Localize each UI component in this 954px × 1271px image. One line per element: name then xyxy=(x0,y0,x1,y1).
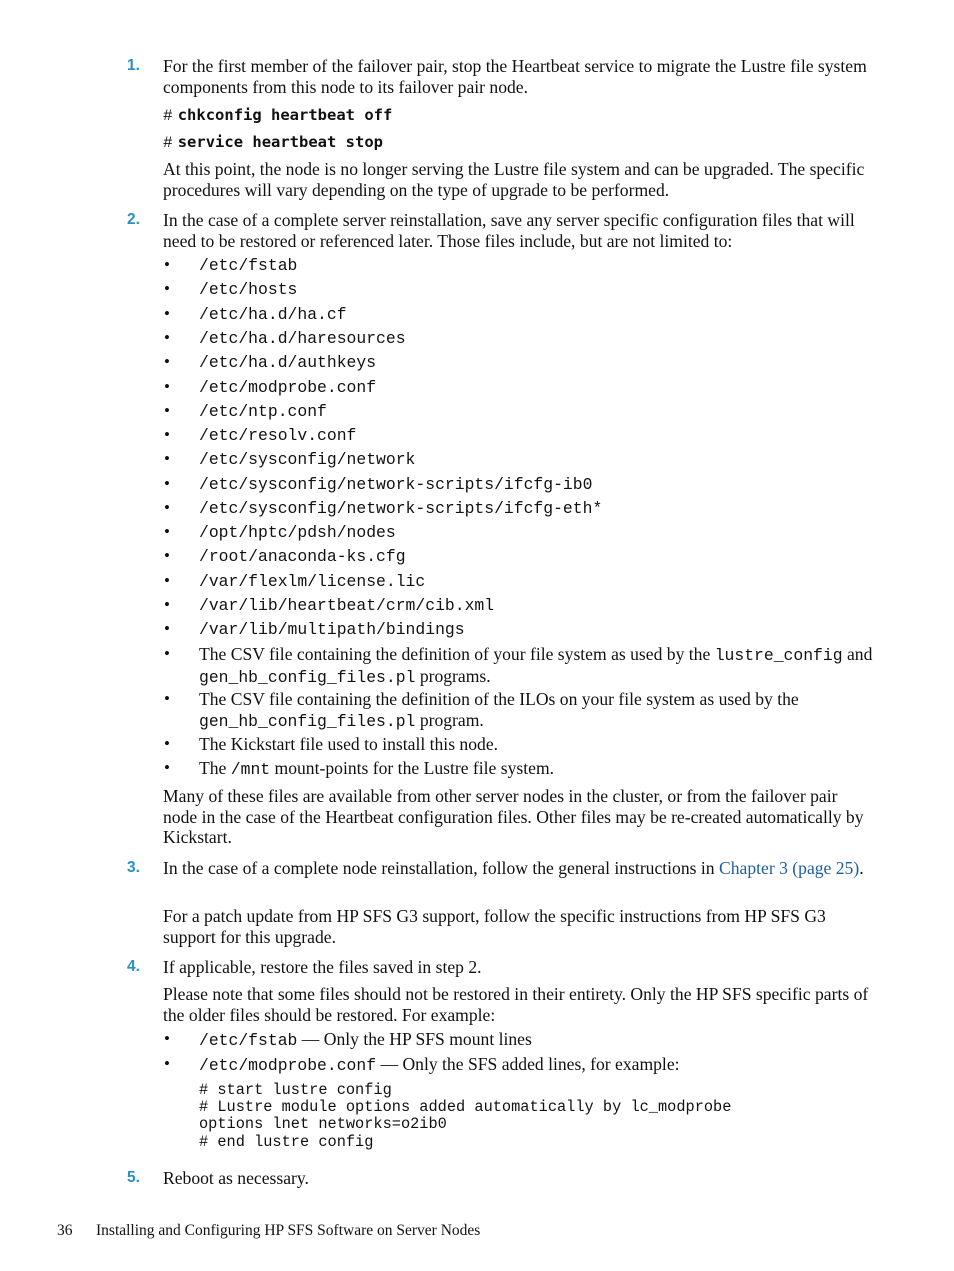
bullet-icon: • xyxy=(164,619,170,638)
bullet-icon: • xyxy=(164,304,170,323)
bullet-icon: • xyxy=(164,449,170,468)
text: The CSV file containing the definition of your file system as used by the xyxy=(199,644,711,664)
text: mount-points for the Lustre file system. xyxy=(274,758,555,778)
bullet-icon: • xyxy=(164,425,170,444)
chapter-3-link[interactable]: Chapter 3 (page 25) xyxy=(719,858,860,878)
step-4-after: Please note that some files should not be restored in their entirety. Only the HP SFS specific parts of the older files should be restored. For example: xyxy=(163,984,869,1025)
step-1-after: At this point, the node is no longer serving the Lustre file system and can be upgraded. The specific procedures will vary depending on the type of upgrade to be performed. xyxy=(163,159,865,200)
code-line: # end lustre config xyxy=(199,1133,374,1151)
text: programs. xyxy=(419,666,491,686)
list-item: /opt/hptc/pdsh/nodes xyxy=(199,523,396,542)
text: — Only the SFS added lines, for example: xyxy=(380,1054,680,1074)
list-item: /var/lib/multipath/bindings xyxy=(199,620,465,639)
list-item-mnt xyxy=(199,758,879,780)
list-item: /etc/fstab xyxy=(199,256,298,275)
bullet-icon: • xyxy=(164,401,170,420)
bullet-icon: • xyxy=(164,571,170,590)
bullet-icon: • xyxy=(164,255,170,274)
list-item: /etc/modprobe.conf xyxy=(199,378,377,397)
list-item-fstab xyxy=(199,1029,879,1051)
code-line: # Lustre module options added automatically by lc_modprobe xyxy=(199,1098,732,1116)
text: In the case of a complete node reinstallation, follow the general instructions in xyxy=(163,858,715,878)
step-5-text: Reboot as necessary. xyxy=(163,1168,309,1188)
bullet-icon: • xyxy=(164,644,170,663)
command-text: service heartbeat stop xyxy=(177,133,384,151)
bullet-icon: • xyxy=(164,1054,170,1073)
code-line: # start lustre config xyxy=(199,1081,392,1099)
list-item: /etc/sysconfig/network-scripts/ifcfg-ib0 xyxy=(199,475,593,494)
bullet-icon: • xyxy=(164,595,170,614)
prompt: # xyxy=(163,107,173,125)
bullet-icon: • xyxy=(164,758,170,777)
list-item: /etc/sysconfig/network-scripts/ifcfg-eth* xyxy=(199,499,603,518)
list-item: /var/lib/heartbeat/crm/cib.xml xyxy=(199,596,495,615)
prompt: # xyxy=(163,134,173,152)
step-3-intro xyxy=(163,858,873,879)
bullet-icon: • xyxy=(164,546,170,565)
bullet-icon: • xyxy=(164,498,170,517)
list-item: /etc/ha.d/authkeys xyxy=(199,353,377,372)
list-item: /etc/ha.d/ha.cf xyxy=(199,305,347,324)
step-4-number: 4. xyxy=(127,958,140,975)
list-item: /etc/hosts xyxy=(199,280,298,299)
list-item: /root/anaconda-ks.cfg xyxy=(199,547,406,566)
bullet-icon: • xyxy=(164,1029,170,1048)
step-4-intro: If applicable, restore the files saved in step 2. xyxy=(163,957,482,977)
list-item-csv-ilo xyxy=(199,689,879,732)
step-1-number: 1. xyxy=(127,57,140,74)
text: program. xyxy=(419,710,484,730)
text: The CSV file containing the definition of the ILOs on your file system as used by the xyxy=(199,689,799,709)
code-line: options lnet networks=o2ib0 xyxy=(199,1115,447,1133)
command-chkconfig xyxy=(163,105,392,125)
inline-code: lustre_config xyxy=(714,646,843,665)
text: . xyxy=(859,858,864,878)
list-item: /etc/ntp.conf xyxy=(199,402,327,421)
bullet-icon: • xyxy=(164,734,170,753)
list-item-kickstart: The Kickstart file used to install this node. xyxy=(199,734,499,754)
inline-code: gen_hb_config_files.pl xyxy=(199,712,416,731)
step-3-after: For a patch update from HP SFS G3 support, follow the specific instructions from HP SFS G3 support for this upgrade. xyxy=(163,906,826,947)
bullet-icon: • xyxy=(164,352,170,371)
list-item-csv-lustre xyxy=(199,644,879,688)
list-item: /etc/sysconfig/network xyxy=(199,450,416,469)
list-item: /etc/ha.d/haresources xyxy=(199,329,406,348)
step-2-after: Many of these files are available from other server nodes in the cluster, or from the failover pair node in the case of the Heartbeat configuration files. Other files may be re-created automatically by Kickstart. xyxy=(163,786,864,847)
text: The xyxy=(199,758,227,778)
command-text: chkconfig heartbeat off xyxy=(177,106,393,124)
inline-code: gen_hb_config_files.pl xyxy=(199,668,416,687)
text: — Only the HP SFS mount lines xyxy=(301,1029,532,1049)
step-2-intro: In the case of a complete server reinstallation, save any server specific configuration files that will need to be restored or referenced later. Those files include, but are not limited to: xyxy=(163,210,855,251)
command-service xyxy=(163,132,383,152)
bullet-icon: • xyxy=(164,689,170,708)
bullet-icon: • xyxy=(164,377,170,396)
bullet-icon: • xyxy=(164,474,170,493)
inline-code: /etc/fstab xyxy=(199,1031,298,1050)
list-item: /var/flexlm/license.lic xyxy=(199,572,426,591)
step-2-number: 2. xyxy=(127,211,140,228)
step-1-intro: For the first member of the failover pair, stop the Heartbeat service to migrate the Lustre file system components from this node to its failover pair node. xyxy=(163,56,867,97)
step-5-number: 5. xyxy=(127,1169,140,1186)
footer-title: Installing and Configuring HP SFS Software on Server Nodes xyxy=(96,1222,481,1239)
bullet-icon: • xyxy=(164,279,170,298)
inline-code: /etc/modprobe.conf xyxy=(199,1056,377,1075)
bullet-icon: • xyxy=(164,328,170,347)
inline-code: /mnt xyxy=(230,760,271,779)
list-item-modprobe xyxy=(199,1054,879,1076)
step-3-number: 3. xyxy=(127,859,140,876)
list-item: /etc/resolv.conf xyxy=(199,426,357,445)
text: and xyxy=(846,644,873,664)
bullet-icon: • xyxy=(164,522,170,541)
page-number: 36 xyxy=(57,1222,73,1239)
